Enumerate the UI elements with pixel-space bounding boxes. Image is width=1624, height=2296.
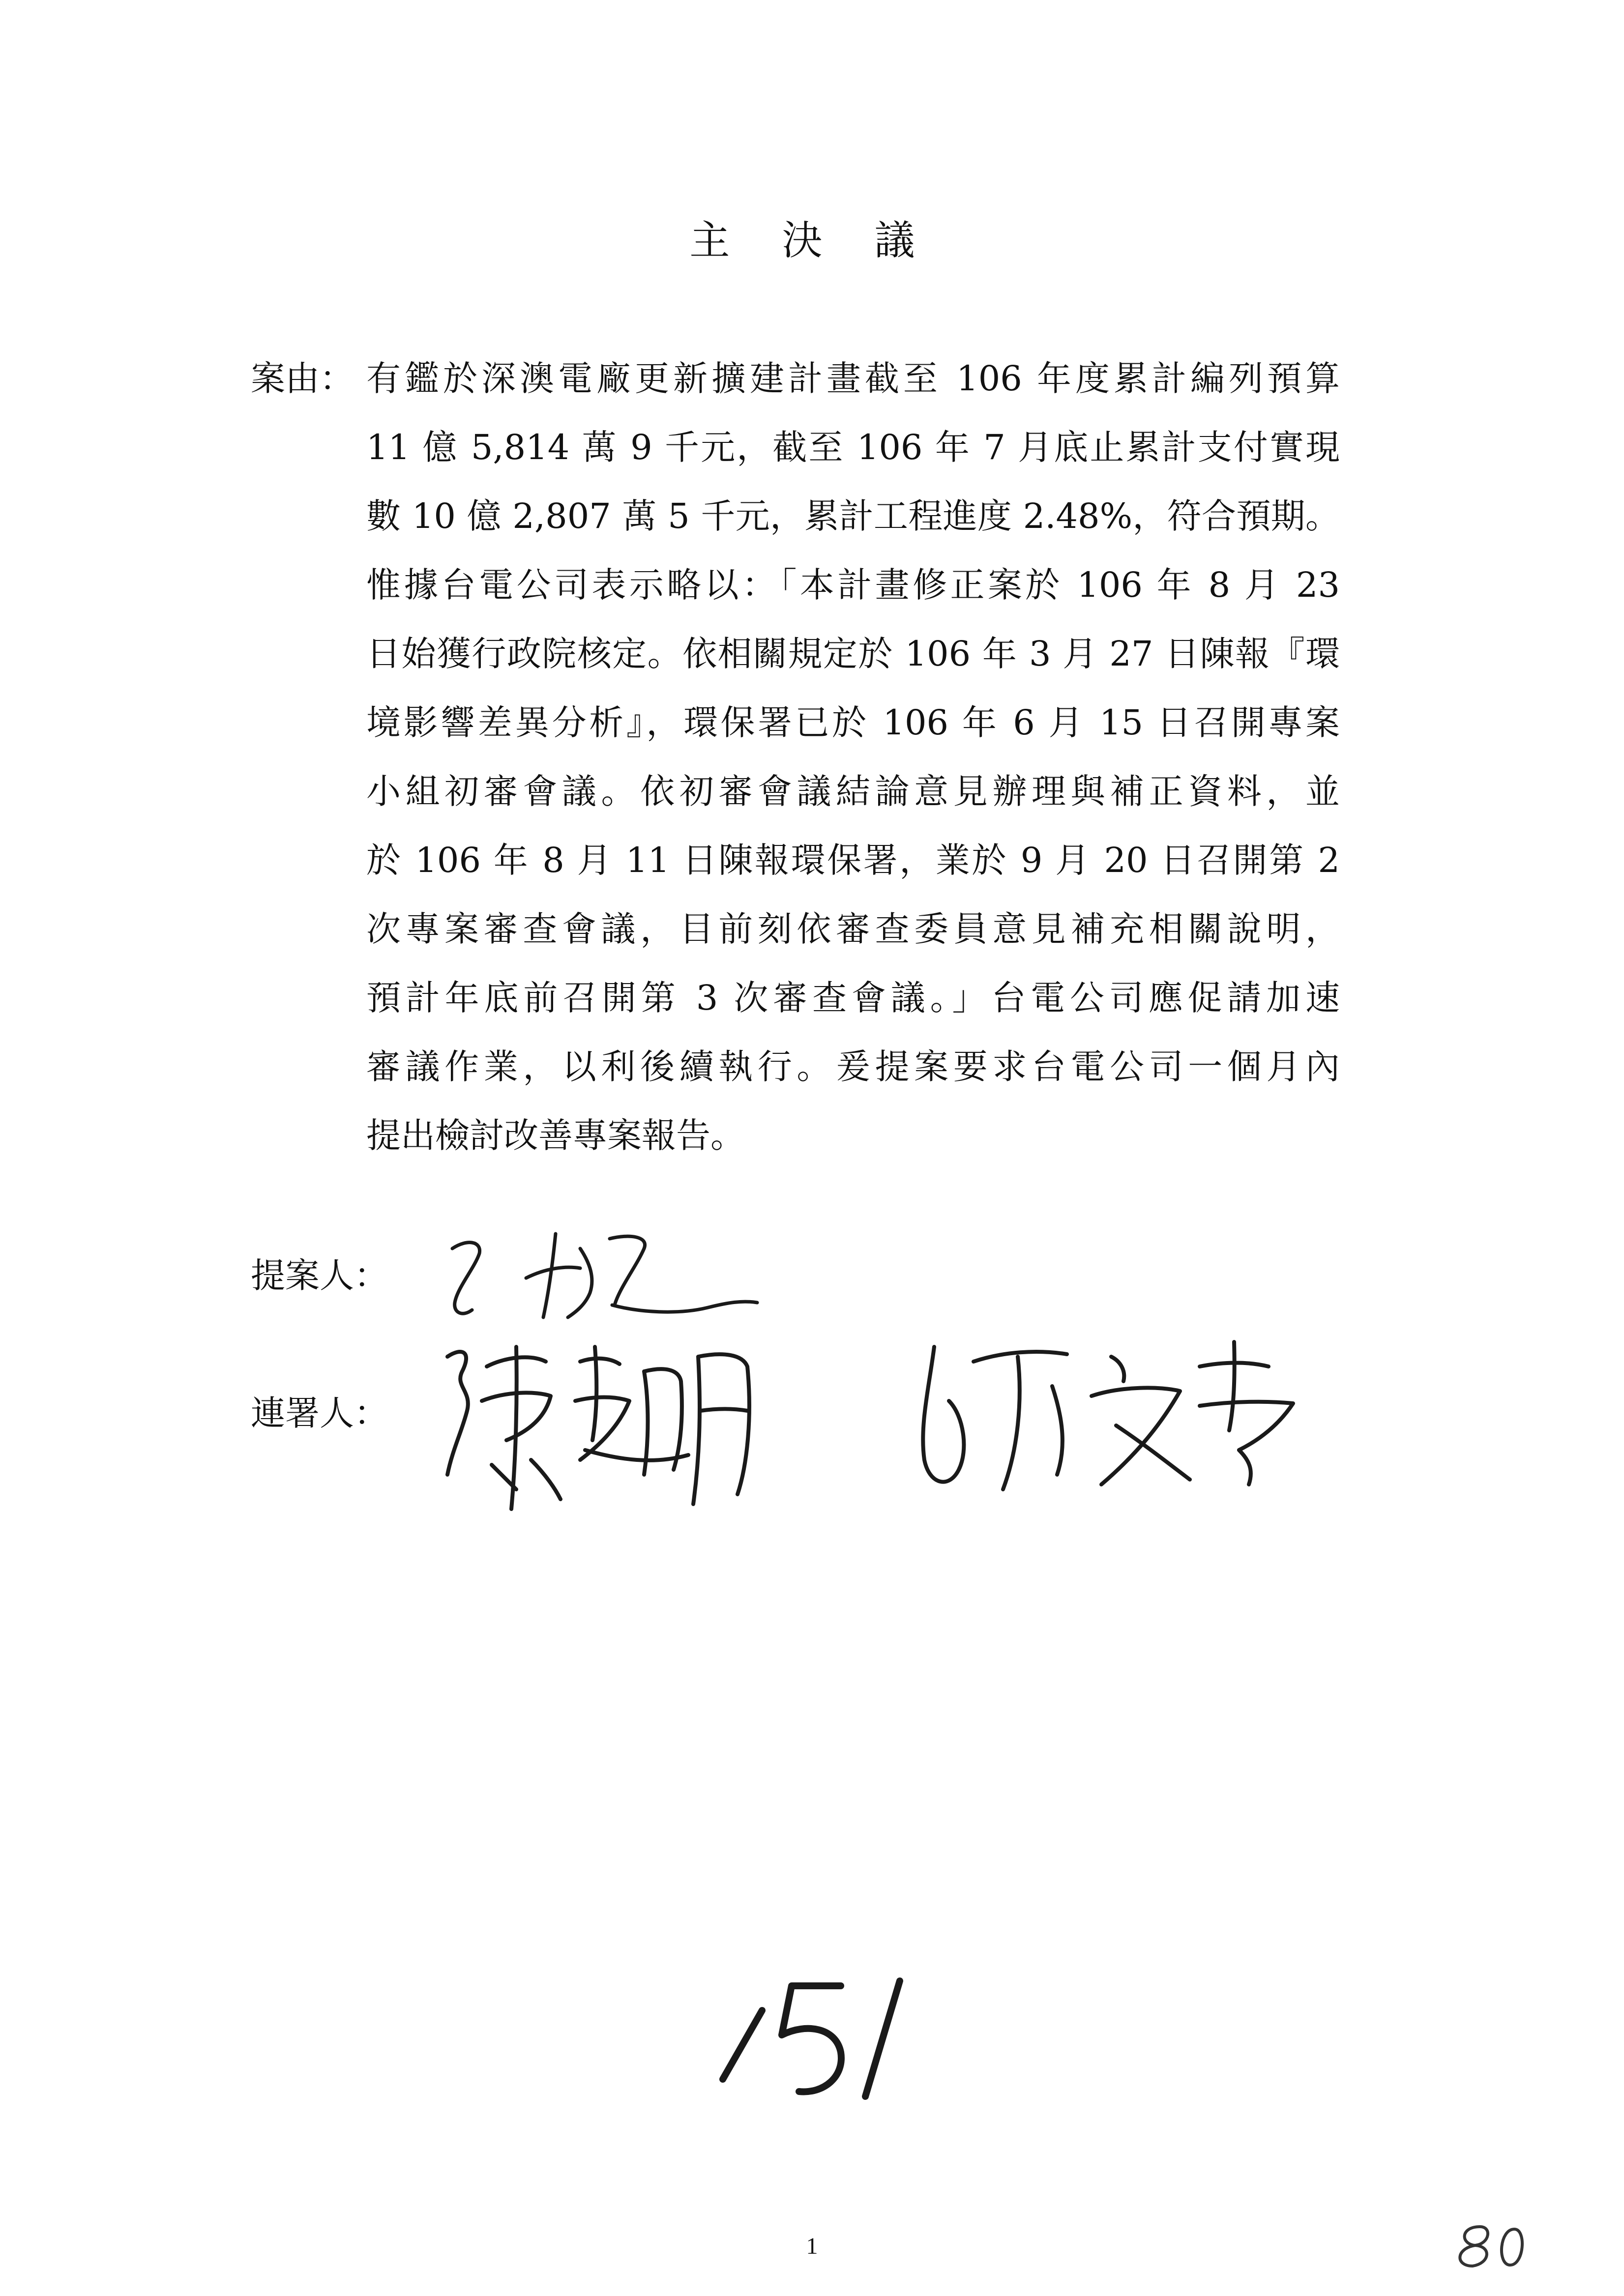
reason-line: 預計年底前召開第 3 次審查會議。」台電公司應促請加速 bbox=[366, 978, 1340, 1018]
reason-line: 於 106 年 8 月 11 日陳報環保署，業於 9 月 20 日召開第 2 bbox=[366, 840, 1340, 880]
proposer-label: 提案人： bbox=[251, 1255, 388, 1296]
cosigner-signature-2 bbox=[905, 1327, 1308, 1504]
handwritten-page-number bbox=[688, 1966, 934, 2114]
reason-line: 提出檢討改善專案報告。 bbox=[366, 1115, 745, 1156]
reason-line: 小組初審會議。依初審會議結論意見辦理與補正資料，並 bbox=[366, 771, 1340, 812]
reason-line: 日始獲行政院核定。依相關規定於 106 年 3 月 27 日陳報『環 bbox=[366, 634, 1340, 674]
reason-line: 次專案審查會議，目前刻依審查委員意見補充相關說明， bbox=[366, 909, 1340, 949]
reason-line: 審議作業，以利後續執行。爰提案要求台電公司一個月內 bbox=[366, 1046, 1340, 1087]
reason-line: 11 億 5,814 萬 9 千元，截至 106 年 7 月底止累計支付實現 bbox=[366, 427, 1340, 467]
page-title: 主 決 議 bbox=[689, 217, 935, 264]
reason-line: 境影響差異分析』，環保署已於 106 年 6 月 15 日召開專案 bbox=[366, 702, 1340, 743]
reason-label: 案由： bbox=[251, 358, 354, 399]
cosigner-label: 連署人： bbox=[251, 1393, 388, 1433]
reason-line: 有鑑於深澳電廠更新擴建計畫截至 106 年度累計編列預算 bbox=[366, 358, 1340, 399]
cosigner-signature-chen bbox=[433, 1327, 777, 1524]
page-number: 1 bbox=[806, 2233, 818, 2259]
reason-line: 數 10 億 2,807 萬 5 千元，累計工程進度 2.48%，符合預期。 bbox=[366, 496, 1340, 536]
reason-line: 惟據台電公司表示略以：「本計畫修正案於 106 年 8 月 23 bbox=[366, 565, 1340, 605]
